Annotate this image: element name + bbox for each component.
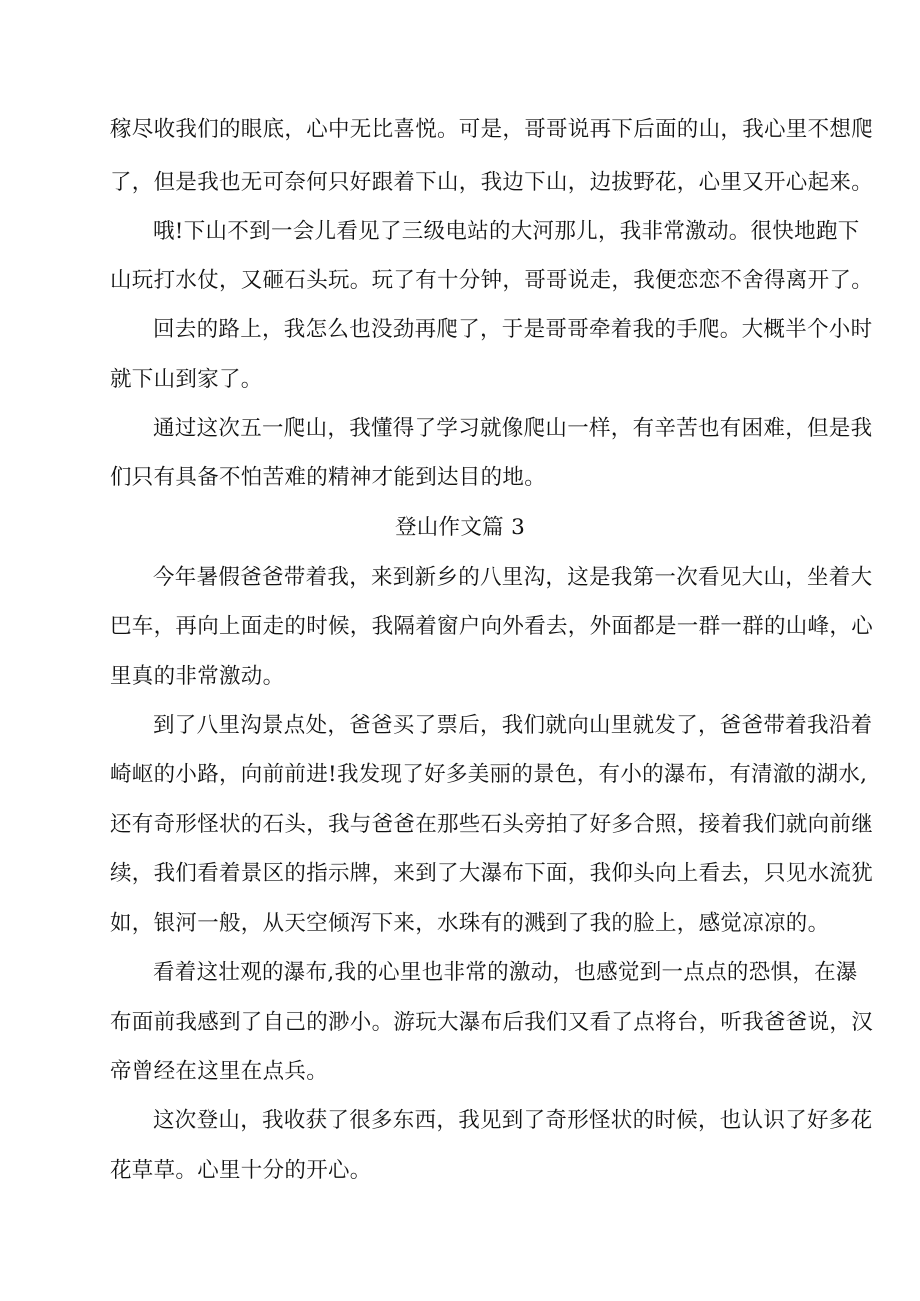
- paragraph-start: 到了八里沟景点处，爸爸买了票后，我们就向山里就发了，爸爸带着我沿着: [153, 713, 873, 738]
- text-line: 花草草。心里十分的开心。: [110, 1158, 372, 1183]
- text-line: 巴车，再向上面走的时候，我隔着窗户向外看去，外面都是一群一群的山峰，心: [110, 614, 874, 639]
- text-line: 里真的非常激动。: [110, 664, 285, 689]
- text-line: 就下山到家了。: [110, 367, 263, 392]
- text-line: 如，银河一般，从天空倾泻下来，水珠有的溅到了我的脸上，感觉凉凉的。: [110, 911, 830, 936]
- paragraph-start: 今年暑假爸爸带着我，来到新乡的八里沟，这是我第一次看见大山，坐着大: [153, 565, 873, 590]
- text-line: 崎岖的小路，向前前进!我发现了好多美丽的景色，有小的瀑布，有清澈的湖水,: [110, 762, 868, 787]
- paragraph-start: 回去的路上，我怎么也没劲再爬了，于是哥哥牵着我的手爬。大概半个小时: [153, 317, 873, 342]
- text-line: 帝曾经在这里在点兵。: [110, 1059, 329, 1084]
- section-heading: 登山作文篇 3: [394, 515, 526, 540]
- text-line: 山玩打水仗，又砸石头玩。玩了有十分钟，哥哥说走，我便恋恋不舍得离开了。: [110, 268, 874, 293]
- text-line: 了，但是我也无可奈何只好跟着下山，我边下山，边拔野花，心里又开心起来。: [110, 170, 874, 195]
- paragraph-start: 看着这壮观的瀑布,我的心里也非常的激动，也感觉到一点点的恐惧，在瀑: [153, 960, 858, 985]
- text-line: 布面前我感到了自己的渺小。游玩大瀑布后我们又看了点将台，听我爸爸说，汉: [110, 1010, 874, 1035]
- text-line: 还有奇形怪状的石头，我与爸爸在那些石头旁拍了好多合照，接着我们就向前继: [110, 812, 874, 837]
- paragraph-start: 这次登山，我收获了很多东西，我见到了奇形怪状的时候，也认识了好多花: [153, 1108, 873, 1133]
- text-line: 稼尽收我们的眼底，心中无比喜悦。可是，哥哥说再下后面的山，我心里不想爬: [110, 117, 874, 142]
- paragraph-start: 通过这次五一爬山，我懂得了学习就像爬山一样，有辛苦也有困难，但是我: [153, 416, 873, 441]
- paragraph-start: 哦!下山不到一会儿看见了三级电站的大河那儿，我非常激动。很快地跑下: [153, 219, 860, 244]
- text-line: 续，我们看着景区的指示牌，来到了大瀑布下面，我仰头向上看去，只见水流犹: [110, 861, 874, 886]
- text-line: 们只有具备不怕苦难的精神才能到达目的地。: [110, 465, 547, 490]
